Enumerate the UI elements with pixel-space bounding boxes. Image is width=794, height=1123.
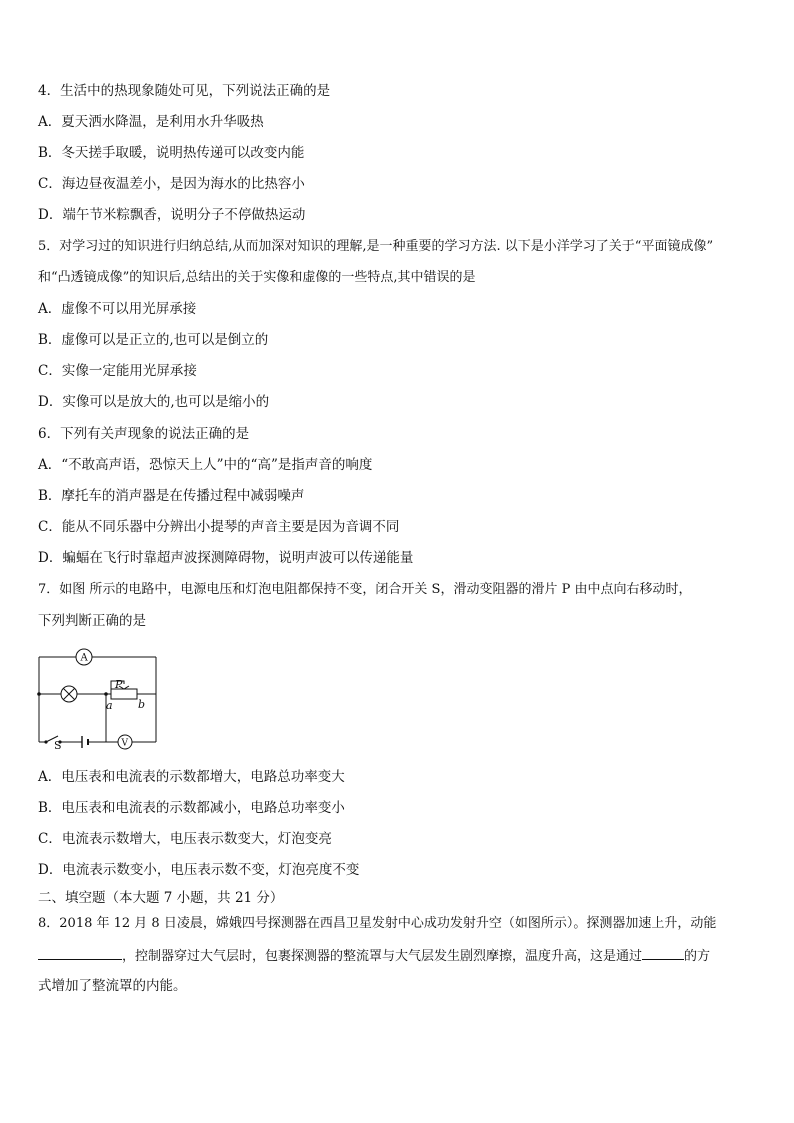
end-a-label: a — [106, 699, 113, 712]
section-heading: 二、填空题（本大题 7 小题，共 21 分） — [38, 890, 284, 906]
q5-option-c: C．实像一定能用光屏承接 — [38, 363, 197, 379]
q6-stem: 6．下列有关声现象的说法正确的是 — [38, 426, 250, 442]
end-b-label: b — [138, 698, 146, 711]
ammeter-label: A — [80, 652, 88, 664]
q6-option-c: C．能从不同乐器中分辨出小提琴的声音主要是因为音调不同 — [38, 519, 400, 535]
answer-blank-1[interactable] — [38, 946, 122, 960]
q5-stem-line2: 和“凸透镜成像”的知识后,总结出的关于实像和虚像的一些特点,其中错误的是 — [38, 270, 476, 285]
q4-option-c: C．海边昼夜温差小，是因为海水的比热容小 — [38, 176, 305, 192]
slider-label: P — [115, 678, 123, 691]
q7-stem-line1: 7．如图 所示的电路中，电源电压和灯泡电阻都保持不变，闭合开关 S，滑动变阻器的滑片 P 由中点向右移动时， — [38, 582, 692, 597]
q8-line2 — [38, 946, 710, 966]
q8-line2-end: 的方 — [684, 949, 711, 964]
voltmeter-label: V — [121, 738, 128, 749]
q5-option-a: A．虚像不可以用光屏承接 — [38, 301, 197, 317]
q7-option-a: A．电压表和电流表的示数都增大，电路总功率变大 — [38, 769, 345, 785]
q4-stem: 4．生活中的热现象随处可见，下列说法正确的是 — [38, 83, 331, 99]
answer-blank-2[interactable] — [642, 946, 684, 960]
q7-stem-line2: 下列判断正确的是 — [38, 613, 146, 629]
q8-line1: 8．2018 年 12 月 8 日凌晨，嫦娥四号探测器在西昌卫星发射中心成功发射升空（如图所示）。探测器加速上升，动能 — [38, 916, 717, 931]
circuit-diagram — [36, 648, 162, 752]
q5-option-d: D．实像可以是放大的,也可以是缩小的 — [38, 394, 270, 410]
q4-option-a: A．夏天洒水降温，是利用水升华吸热 — [38, 114, 264, 130]
q6-option-d: D．蝙蝠在飞行时靠超声波探测障碍物，说明声波可以传递能量 — [38, 550, 414, 566]
q7-option-c: C．电流表示数增大，电压表示数变大，灯泡变亮 — [38, 831, 332, 847]
switch-label: S — [54, 739, 62, 752]
q5-option-b: B．虚像可以是正立的,也可以是倒立的 — [38, 332, 269, 348]
q6-option-b: B．摩托车的消声器是在传播过程中减弱噪声 — [38, 488, 305, 504]
q4-option-b: B．冬天搓手取暖，说明热传递可以改变内能 — [38, 145, 305, 161]
q5-stem-line1: 5．对学习过的知识进行归纳总结,从而加深对知识的理解,是一种重要的学习方法. 以下是小洋学习了关于“平面镜成像” — [38, 239, 714, 254]
q7-option-d: D．电流表示数变小，电压表示数不变，灯泡亮度不变 — [38, 862, 360, 878]
q7-option-b: B．电压表和电流表的示数都减小，电路总功率变小 — [38, 800, 345, 816]
q4-option-d: D．端午节米粽飘香，说明分子不停做热运动 — [38, 207, 306, 223]
q8-line3: 式增加了整流罩的内能。 — [38, 978, 187, 994]
q8-line2-mid: ，控制器穿过大气层时，包裹探测器的整流罩与大气层发生剧烈摩擦，温度升高，这是通过 — [122, 949, 643, 964]
q6-option-a: A．“不敢高声语，恐惊天上人”中的“高”是指声音的响度 — [38, 457, 373, 473]
